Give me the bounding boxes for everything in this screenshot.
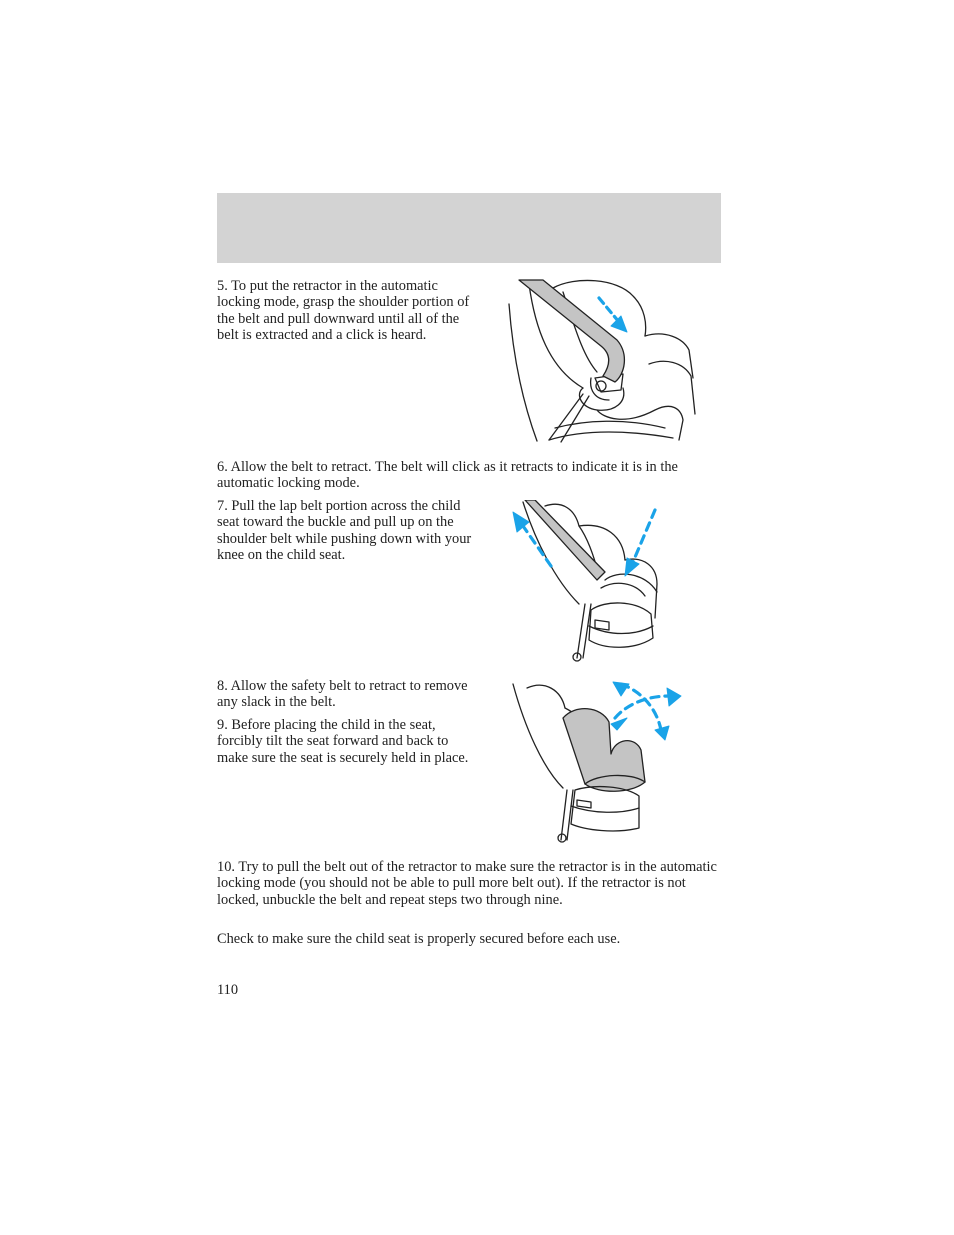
page-number: 110 [217,982,239,998]
step-10-text: 10. Try to pull the belt out of the retractor to make sure the retractor is in the automatic locking mode (you should not be able to pull more belt out). If the retractor is not locked, unbuckle the belt and repeat steps two through nine. [217,859,717,908]
section-header-band [217,193,721,263]
step-6-text: 6. Allow the belt to retract. The belt will click as it retracts to indicate it is in the automatic locking mode. [217,459,678,492]
retractor-pull-illustration [505,278,705,446]
step-5-text: 5. To put the retractor in the automatic locking mode, grasp the shoulder portion of the belt and pull downward until all of the belt is extracted and a click is heard. [217,278,470,344]
seat-tilt-check-illustration [505,678,685,846]
step-8-text: 8. Allow the safety belt to retract to remove any slack in the belt. [217,678,468,711]
step-9-text: 9. Before placing the child in the seat, forcibly tilt the seat forward and back to make sure the seat is securely held in place. [217,717,469,766]
check-secured-text: Check to make sure the child seat is properly secured before each use. [217,931,621,947]
step-7-text: 7. Pull the lap belt portion across the child seat toward the buckle and pull up on the shoulder belt while pushing down with your knee on the child seat. [217,498,472,564]
lap-belt-pull-illustration [505,500,670,665]
